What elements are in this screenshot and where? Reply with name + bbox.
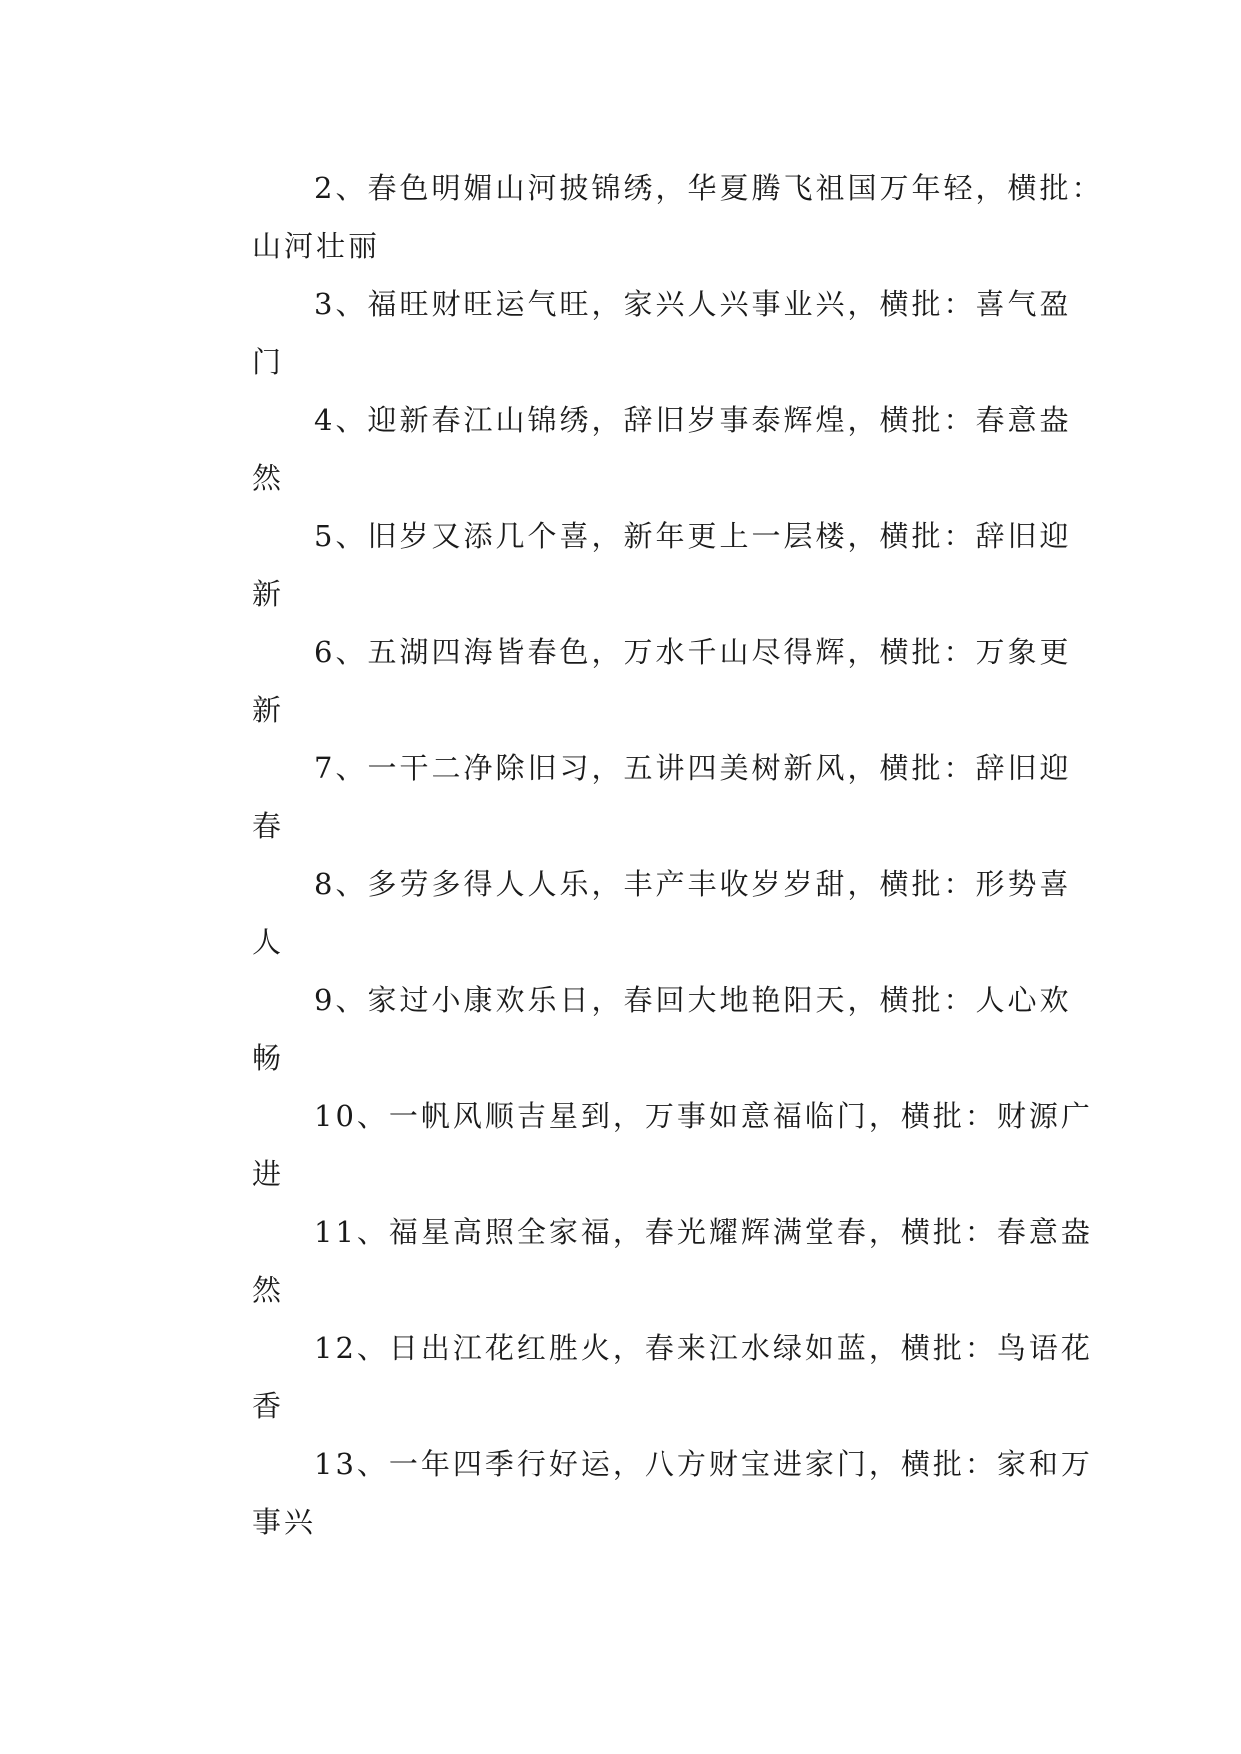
list-item xyxy=(190,507,1070,623)
list-item xyxy=(190,855,1070,971)
couplet-line: 9、家过小康欢乐日，春回大地艳阳天，横批：人心欢 xyxy=(314,983,1072,1017)
couplet-line-continued: 春 xyxy=(252,809,285,843)
list-item xyxy=(190,971,1070,1087)
list-item xyxy=(190,275,1070,391)
couplet-line-continued: 山河壮丽 xyxy=(252,229,381,263)
couplet-line: 12、日出江花红胜火，春来江水绿如蓝，横批：鸟语花 xyxy=(314,1331,1093,1365)
couplet-line: 8、多劳多得人人乐，丰产丰收岁岁甜，横批：形势喜 xyxy=(314,867,1072,901)
couplet-line-continued: 人 xyxy=(252,925,285,959)
couplet-line: 7、一干二净除旧习，五讲四美树新风，横批：辞旧迎 xyxy=(314,751,1072,785)
couplet-line-continued: 然 xyxy=(252,461,285,495)
list-item xyxy=(190,739,1070,855)
list-item xyxy=(190,1319,1093,1435)
couplet-line-continued: 进 xyxy=(252,1157,285,1191)
couplet-line-continued: 畅 xyxy=(252,1041,285,1075)
couplet-line: 5、旧岁又添几个喜，新年更上一层楼，横批：辞旧迎 xyxy=(314,519,1072,553)
couplet-line-continued: 香 xyxy=(252,1389,285,1423)
couplet-line: 6、五湖四海皆春色，万水千山尽得辉，横批：万象更 xyxy=(314,635,1072,669)
list-item xyxy=(190,1087,1093,1203)
couplet-line-continued: 新 xyxy=(252,577,285,611)
couplet-line: 11、福星高照全家福，春光耀辉满堂春，横批：春意盎 xyxy=(314,1215,1093,1249)
couplet-list xyxy=(190,159,1104,1551)
couplet-line-continued: 然 xyxy=(252,1273,285,1307)
couplet-line: 10、一帆风顺吉星到，万事如意福临门，横批：财源广 xyxy=(314,1099,1093,1133)
list-item xyxy=(190,1435,1093,1551)
couplet-line: 4、迎新春江山锦绣，辞旧岁事泰辉煌，横批：春意盎 xyxy=(314,403,1072,437)
couplet-line-continued: 新 xyxy=(252,693,285,727)
couplet-line: 3、福旺财旺运气旺，家兴人兴事业兴，横批：喜气盈 xyxy=(314,287,1072,321)
couplet-line: 2、春色明媚山河披锦绣，华夏腾飞祖国万年轻，横批： xyxy=(314,171,1104,205)
list-item xyxy=(190,1203,1093,1319)
couplet-line: 13、一年四季行好运，八方财宝进家门，横批：家和万 xyxy=(314,1447,1093,1481)
list-item xyxy=(190,159,1104,275)
couplet-line-continued: 门 xyxy=(252,345,285,379)
list-item xyxy=(190,623,1070,739)
couplet-line-continued: 事兴 xyxy=(252,1505,317,1539)
list-item xyxy=(190,391,1070,507)
